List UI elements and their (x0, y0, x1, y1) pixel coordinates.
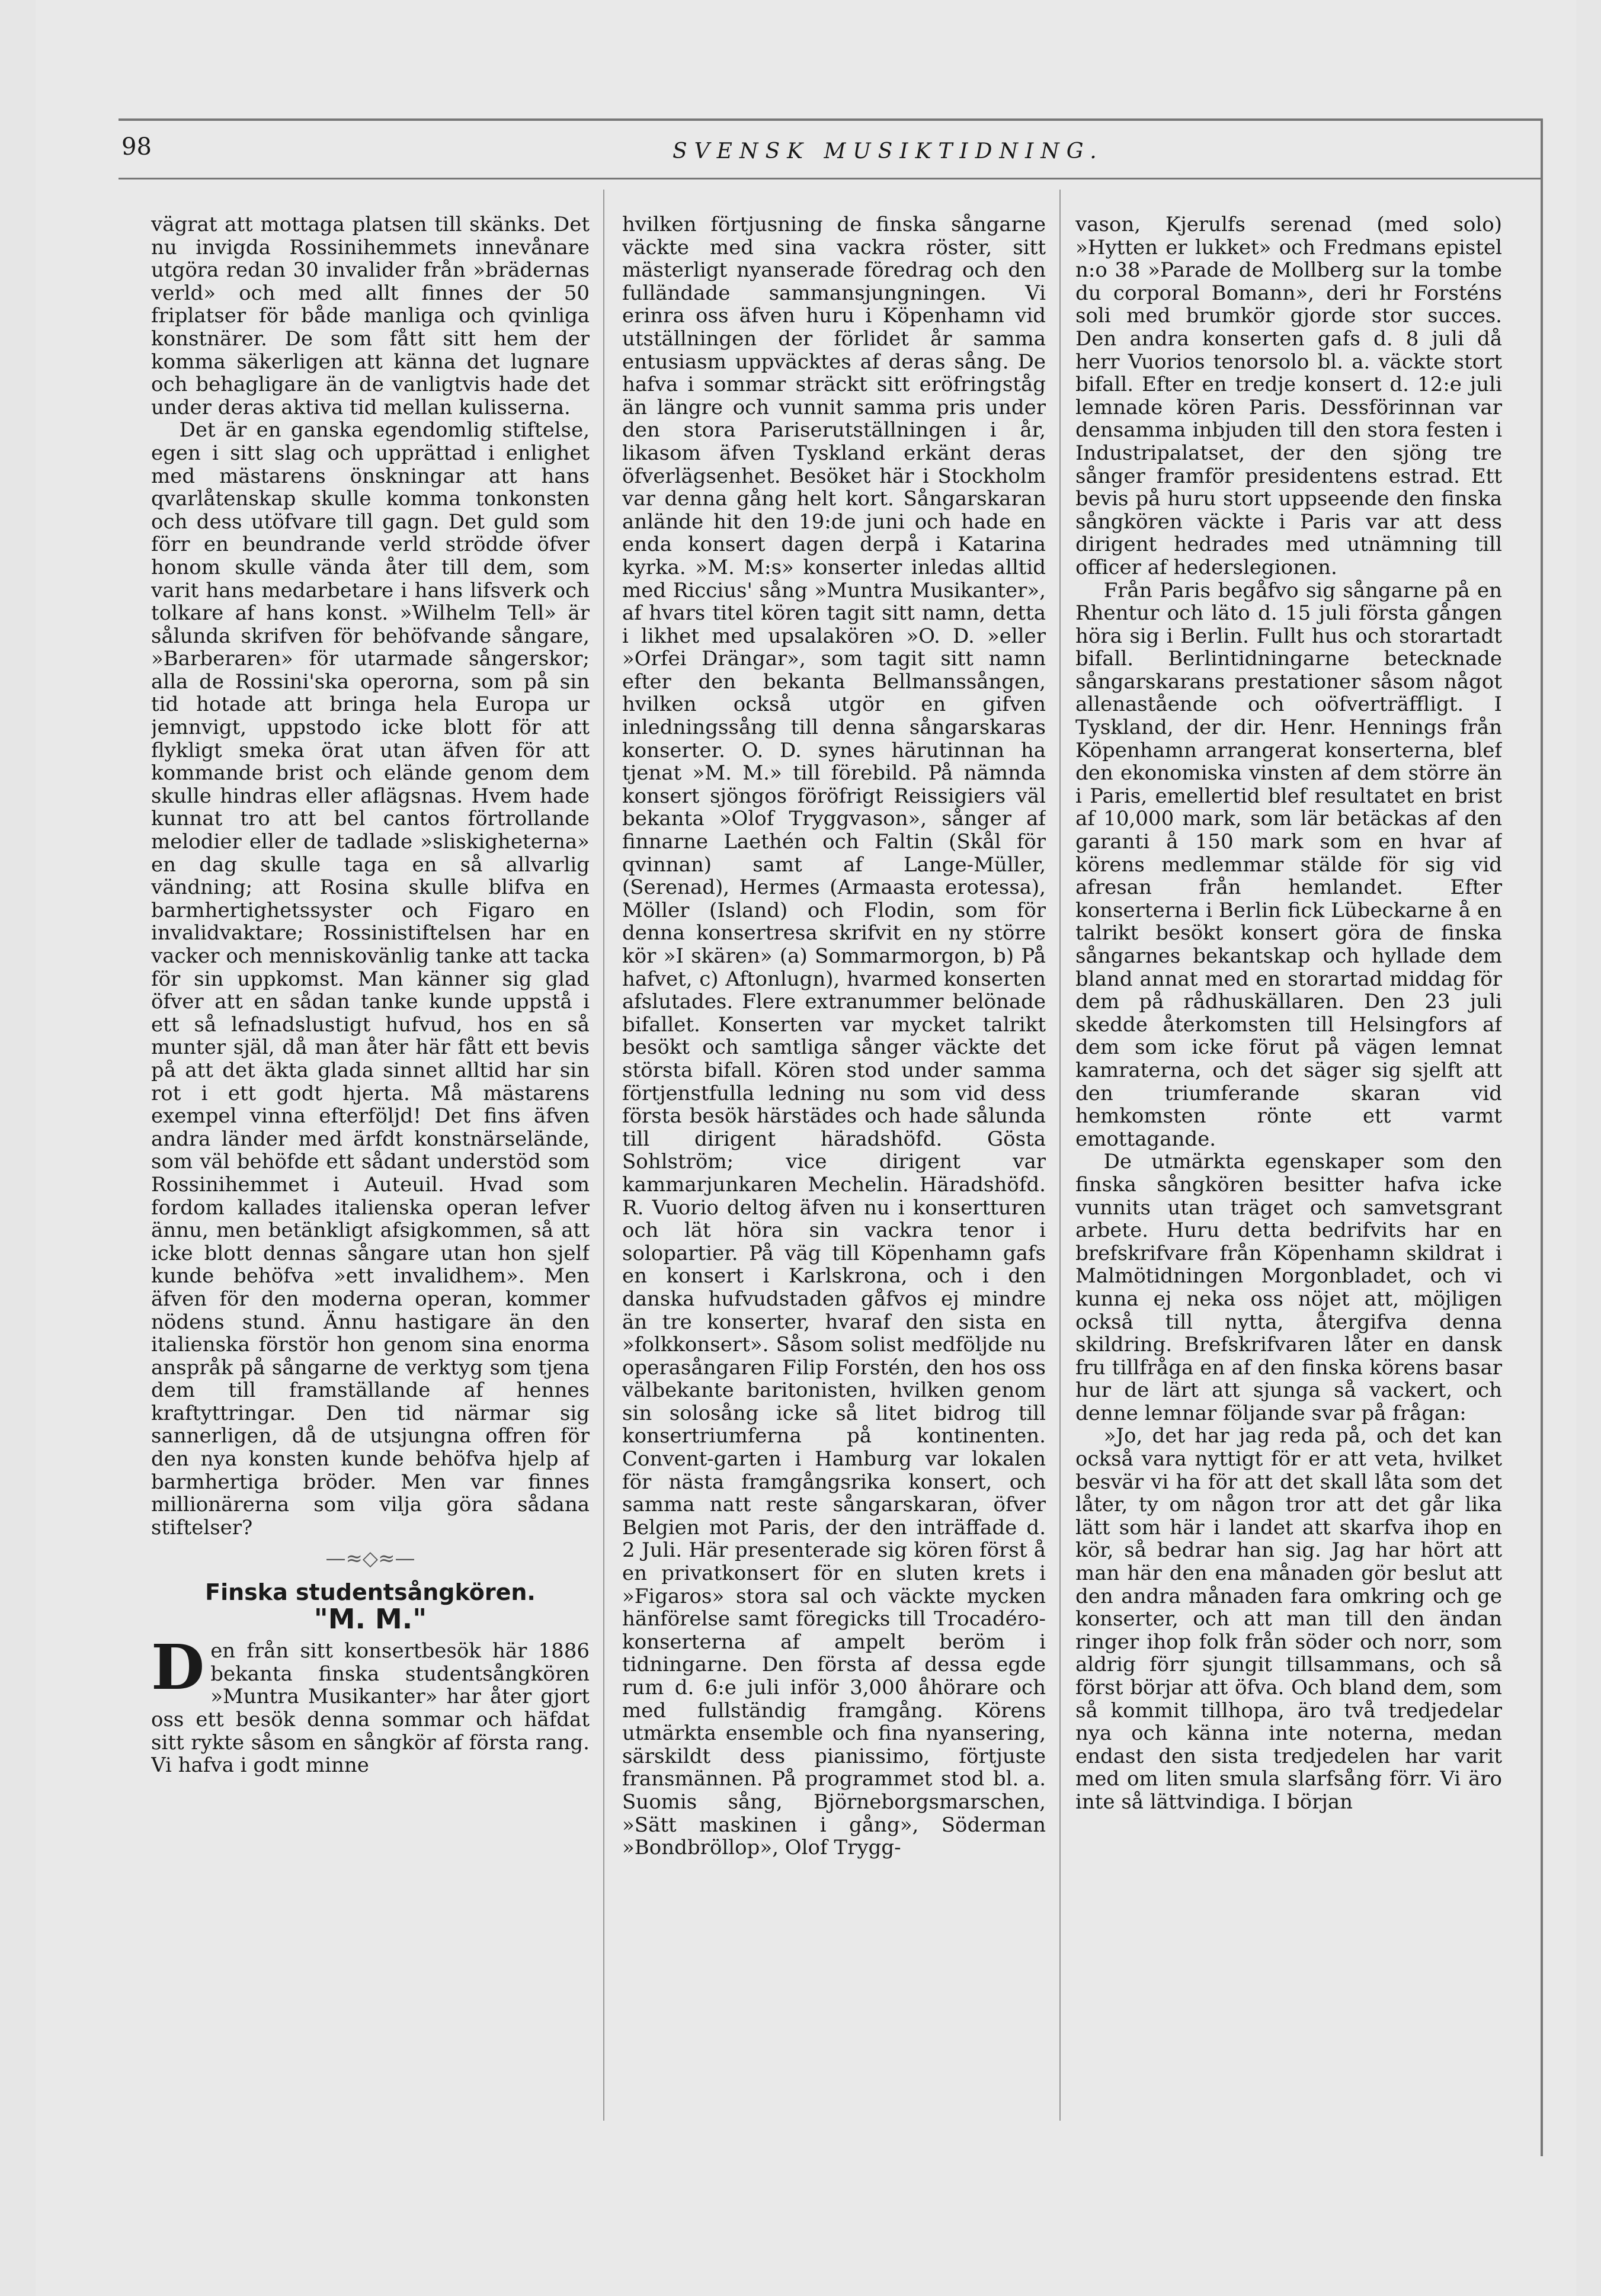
article-subheading: "M. M." (313, 1602, 427, 1635)
column-divider (603, 190, 604, 2121)
column-middle (622, 213, 1046, 2144)
section-ornament: —≈◇≈— (325, 1547, 415, 1571)
paragraph: Från Paris begåfvo sig sångarne på en Rhentur och läto d. 15 juli första gången höra sig i Berlin. Fullt hus och storartadt bifall. Berlintidningarne betecknade sångarskarans prestationer såsom något allenastående och oöfverträffligt. I Tyskland, der dir. Henr. Hennings från Köpenhamn arrangerat konserterna, blef den ekonomiska vinsten af dem större än i Paris, emellertid blef resultatet en brist af 10,000 mark, som lär betäckas af den garanti å 150 mark som en hvar af körens medlemmar stälde för sig vid afresan från hemlandet. Efter konserterna i Berlin fick Lübeckarne å en talrikt besökt konsert göra de finska sångarnes bekantskap och hyllade dem bland annat med en storartad middag för dem på rådhuskällaren. Den 23 juli skedde återkomsten till Helsingfors af dem som icke förut på vägen lemnat kamraterna, och det säger sig sjelft att den triumferande skaran vid hemkomsten rönte ett varmt emottagande. (1075, 578, 1502, 1151)
paragraph-text: en från sitt konsertbesök här 1886 bekanta finska studentsångkören »Muntra Musikanter» har åter gjort oss ett besök denna sommar och häfdat sitt rykte såsom en sångkör af första rang. Vi hafva i godt minne (151, 1639, 590, 1778)
header-rule (119, 178, 1541, 179)
article-heading: Finska studentsångkören. (205, 1579, 536, 1606)
column-divider (1059, 190, 1061, 2121)
right-border-rule (1541, 118, 1543, 2156)
drop-cap: D (151, 1631, 205, 1704)
paragraph (151, 1631, 590, 1778)
paragraph: vägrat att mottaga platsen till skänks. Det nu invigda Rossinihemmets innevånare utgöra redan 30 invalider från »brädernas verld» och med allt finnes der 50 friplatser för både manliga och qvinliga konstnärer. De som fått sitt hem der komma säkerligen att känna det lugnare och behagligare än de vanligtvis hade det under deras aktiva tid mellan kulisserna. (151, 213, 590, 419)
running-head: SVENSK MUSIKTIDNING. (673, 139, 1104, 163)
column-left (151, 213, 590, 2133)
column-right (1075, 213, 1502, 2144)
paragraph: vason, Kjerulfs serenad (med solo) »Hytten er lukket» och Fredmans epistel n:o 38 »Parade de Mollberg sur la tombe du corporal Bomann», deri hr Forsténs soli med brumkör gjorde stor succes. Den andra konserten gafs d. 8 juli då herr Vuorios tenorsolo bl. a. väckte stort bifall. Efter en tredje konsert d. 12:e juli lemnade kören Paris. Dessförinnan var densamma inbjuden till den stora festen i Industripalatset, der den sjöng tre sånger framför presidentens estrad. Ett bevis på huru stort uppseende den finska sångkören väckte i Paris var att dess dirigent hedrades med utnämning till officer af hederslegionen. (1075, 213, 1502, 579)
paragraph: »Jo, det har jag reda på, och det kan också vara nyttigt för er att veta, hvilket besvär vi ha för att det skall låta som det låter, ty om någon tror att det går lika lätt som här i landet att skarfva ihop en kör, så bedrar han sig. Jag har hört att man här den ena månaden gör beslut att den andra månaden fara omkring och ge konserter, och att man till den ändan ringer ihop folk från söder och norr, som aldrig förr sjungit tillsammans, och så först börjar att öfva. Och bland dem, som så kommit tillhopa, äro två tredjedelar nya och känna inte noterna, medan endast den sista tredjedelen har varit med om liten smula slarfsång förr. Vi äro inte så lättvindiga. I början (1075, 1424, 1502, 1814)
paragraph: hvilken förtjusning de finska sångarne väckte med sina vackra röster, sitt mästerligt nyanserade föredrag och den fulländade sammansjungningen. Vi erinra oss äfven huru i Köpenhamn vid utställningen der förlidet år samma entusiasm uppväcktes af deras sång. De hafva i sommar sträckt sitt eröfringståg än längre och vunnit samma pris under den stora Pariserutställningen i år, likasom äfven Tyskland erkänt deras öfverlägsenhet. Besöket här i Stockholm var denna gång helt kort. Sångarskaran anlände hit den 19:de juni och hade en enda konsert dagen derpå i Katarina kyrka. »M. M:s» konserter inledas alltid med Riccius' sång »Muntra Musikanter», af hvars titel kören tagit sitt namn, detta i likhet med upsalakören »O. D. »eller »Orfei Drängar», som tagit sitt namn efter den bekanta Bellmanssången, hvilken också utgör en gifven inledningssång till denna sångarskaras konserter. O. D. synes härutinnan ha tjenat »M. M.» till förebild. På nämnda konsert sjöngos föröfrigt Reissigiers väl bekanta »Olof Tryggvason», sånger af finnarne Laethén och Faltin (Skål för qvinnan) samt af Lange-Müller, (Serenad), Hermes (Armaasta erotessa), Möller (Island) och Flodin, som för denna konsertresa skrifvit en ny större kör »I skären» (a) Sommarmorgon, b) På hafvet, c) Aftonlugn), hvarmed konserten afslutades. Flere extranummer belönade bifallet. Konserten var mycket talrikt besökt och samtliga sånger väckte det största bifall. Kören stod under samma förtjenstfulla ledning nu som vid dess första besök härstädes och hade sålunda till dirigent häradshöfd. Gösta Sohlström; vice dirigent var kammarjunkaren Mechelin. Häradshöfd. R. Vuorio deltog äfven nu i konsertturen och lät höra sin vackra tenor i solopartier. På väg till Köpenhamn gafs en konsert i Karlskrona, och i den danska hufvudstaden gåfvos ej mindre än tre konserter, hvaraf den sista en »folkkonsert». Såsom solist medföljde nu operasångaren Filip Forstén, den hos oss välbekante baritonisten, hvilken genom sin solosång icke så litet bidrog till konsertriumferna på kontinenten. Convent-garten i Hamburg var lokalen för nästa framgångsrika konsert, och samma natt reste sångarskaran, öfver Belgien mot Paris, der den inträffade d. 2 Juli. Här presenterade sig kören först å en privatkonsert för en sluten krets i »Figaros» stora sal och väckte mycken hänförelse samt föregicks till Trocadéro-konserterna af ampelt beröm i tidningarne. Den första af dessa egde rum d. 6:e juli inför 3,000 åhörare och med fullständig framgång. Körens utmärkta ensemble och fina nyansering, särskildt dess pianissimo, förtjuste fransmännen. På programmet stod bl. a. Suomis sång, Björneborgsmarschen, »Sätt maskinen i gång», Söderman »Bondbröllop», Olof Trygg- (622, 213, 1046, 1860)
top-border-rule (119, 118, 1541, 121)
page (36, 0, 1576, 2296)
paragraph: Det är en ganska egendomlig stiftelse, egen i sitt slag och upprättad i enlighet med mästarens önskningar att hans qvarlåtenskap skulle komma tonkonsten och dess utöfvare till gagn. Det guld som förr en beundrande verld strödde öfver honom skulle vända åter till dem, som varit hans medarbetare i hans lifsverk och tolkare af hans konst. »Wilhelm Tell» är sålunda skrifven för behöfvande sångare, »Barberaren» för utarmade sångerskor; alla de Rossini'ska operorna, som på sin tid hotade att bringa hela Europa ur jemnvigt, uppstodo icke blott för att flykligt smeka örat utan äfven för att kommande brist och elände genom dem skulle hindras eller aflägsnas. Hvem hade kunnat tro att bel cantos förtrollande melodier eller de tadlade »sliskigheterna» en dag skulle taga en så allvarlig vändning; att Rosina skulle blifva en barmhertighetssyster och Figaro en invalidvaktare; Rossinistiftelsen har en vacker och menniskovänlig tanke att tacka för sin uppkomst. Man känner sig glad öfver att en sådan tanke kunde uppstå i ett så lefnadslustigt hufvud, hos en så munter själ, då man åter här fått ett bevis på att det äkta glada sinnet alltid har sin rot i ett godt hjerta. Må mästarens exempel vinna efterföljd! Det fins äfven andra länder med ärfdt konstnärselände, som väl behöfde ett sådant understöd som Rossinihemmet i Auteuil. Hvad som fordom kallades italienska operan lefver ännu, men betänkligt afsigkommen, så att icke blott dennas sångare utan hon sjelf kunde behöfva »ett invalidhem». Men äfven för den moderna operan, kommer nödens stund. Ännu hastigare än den italienska förstör hon genom sina enorma anspråk på sångarne de verktyg som tjena dem till framställande af hennes kraftyttringar. Den tid närmar sig sannerligen, då de utsjungna offren för den nya konsten kunde behöfva hjelp af barmhertiga bröder. Men var finnes millionärerna som vilja göra sådana stiftelser? (151, 418, 590, 1540)
page-number: 98 (121, 133, 152, 161)
paragraph: De utmärkta egenskaper som den finska sångkören besitter hafva icke vunnits utan träget och samvetsgrant arbete. Huru detta bedrifvits har en brefskrifvare från Köpenhamn skildrat i Malmötidningen Morgonbladet, och vi kunna ej neka oss nöjet att, möjligen också till nytta, återgifva denna skildring. Brefskrifvaren låter en dansk fru tillfråga en af den finska körens basar hur de lärt att sjunga så vackert, och denne lemnar följande svar på frågan: (1075, 1150, 1502, 1425)
